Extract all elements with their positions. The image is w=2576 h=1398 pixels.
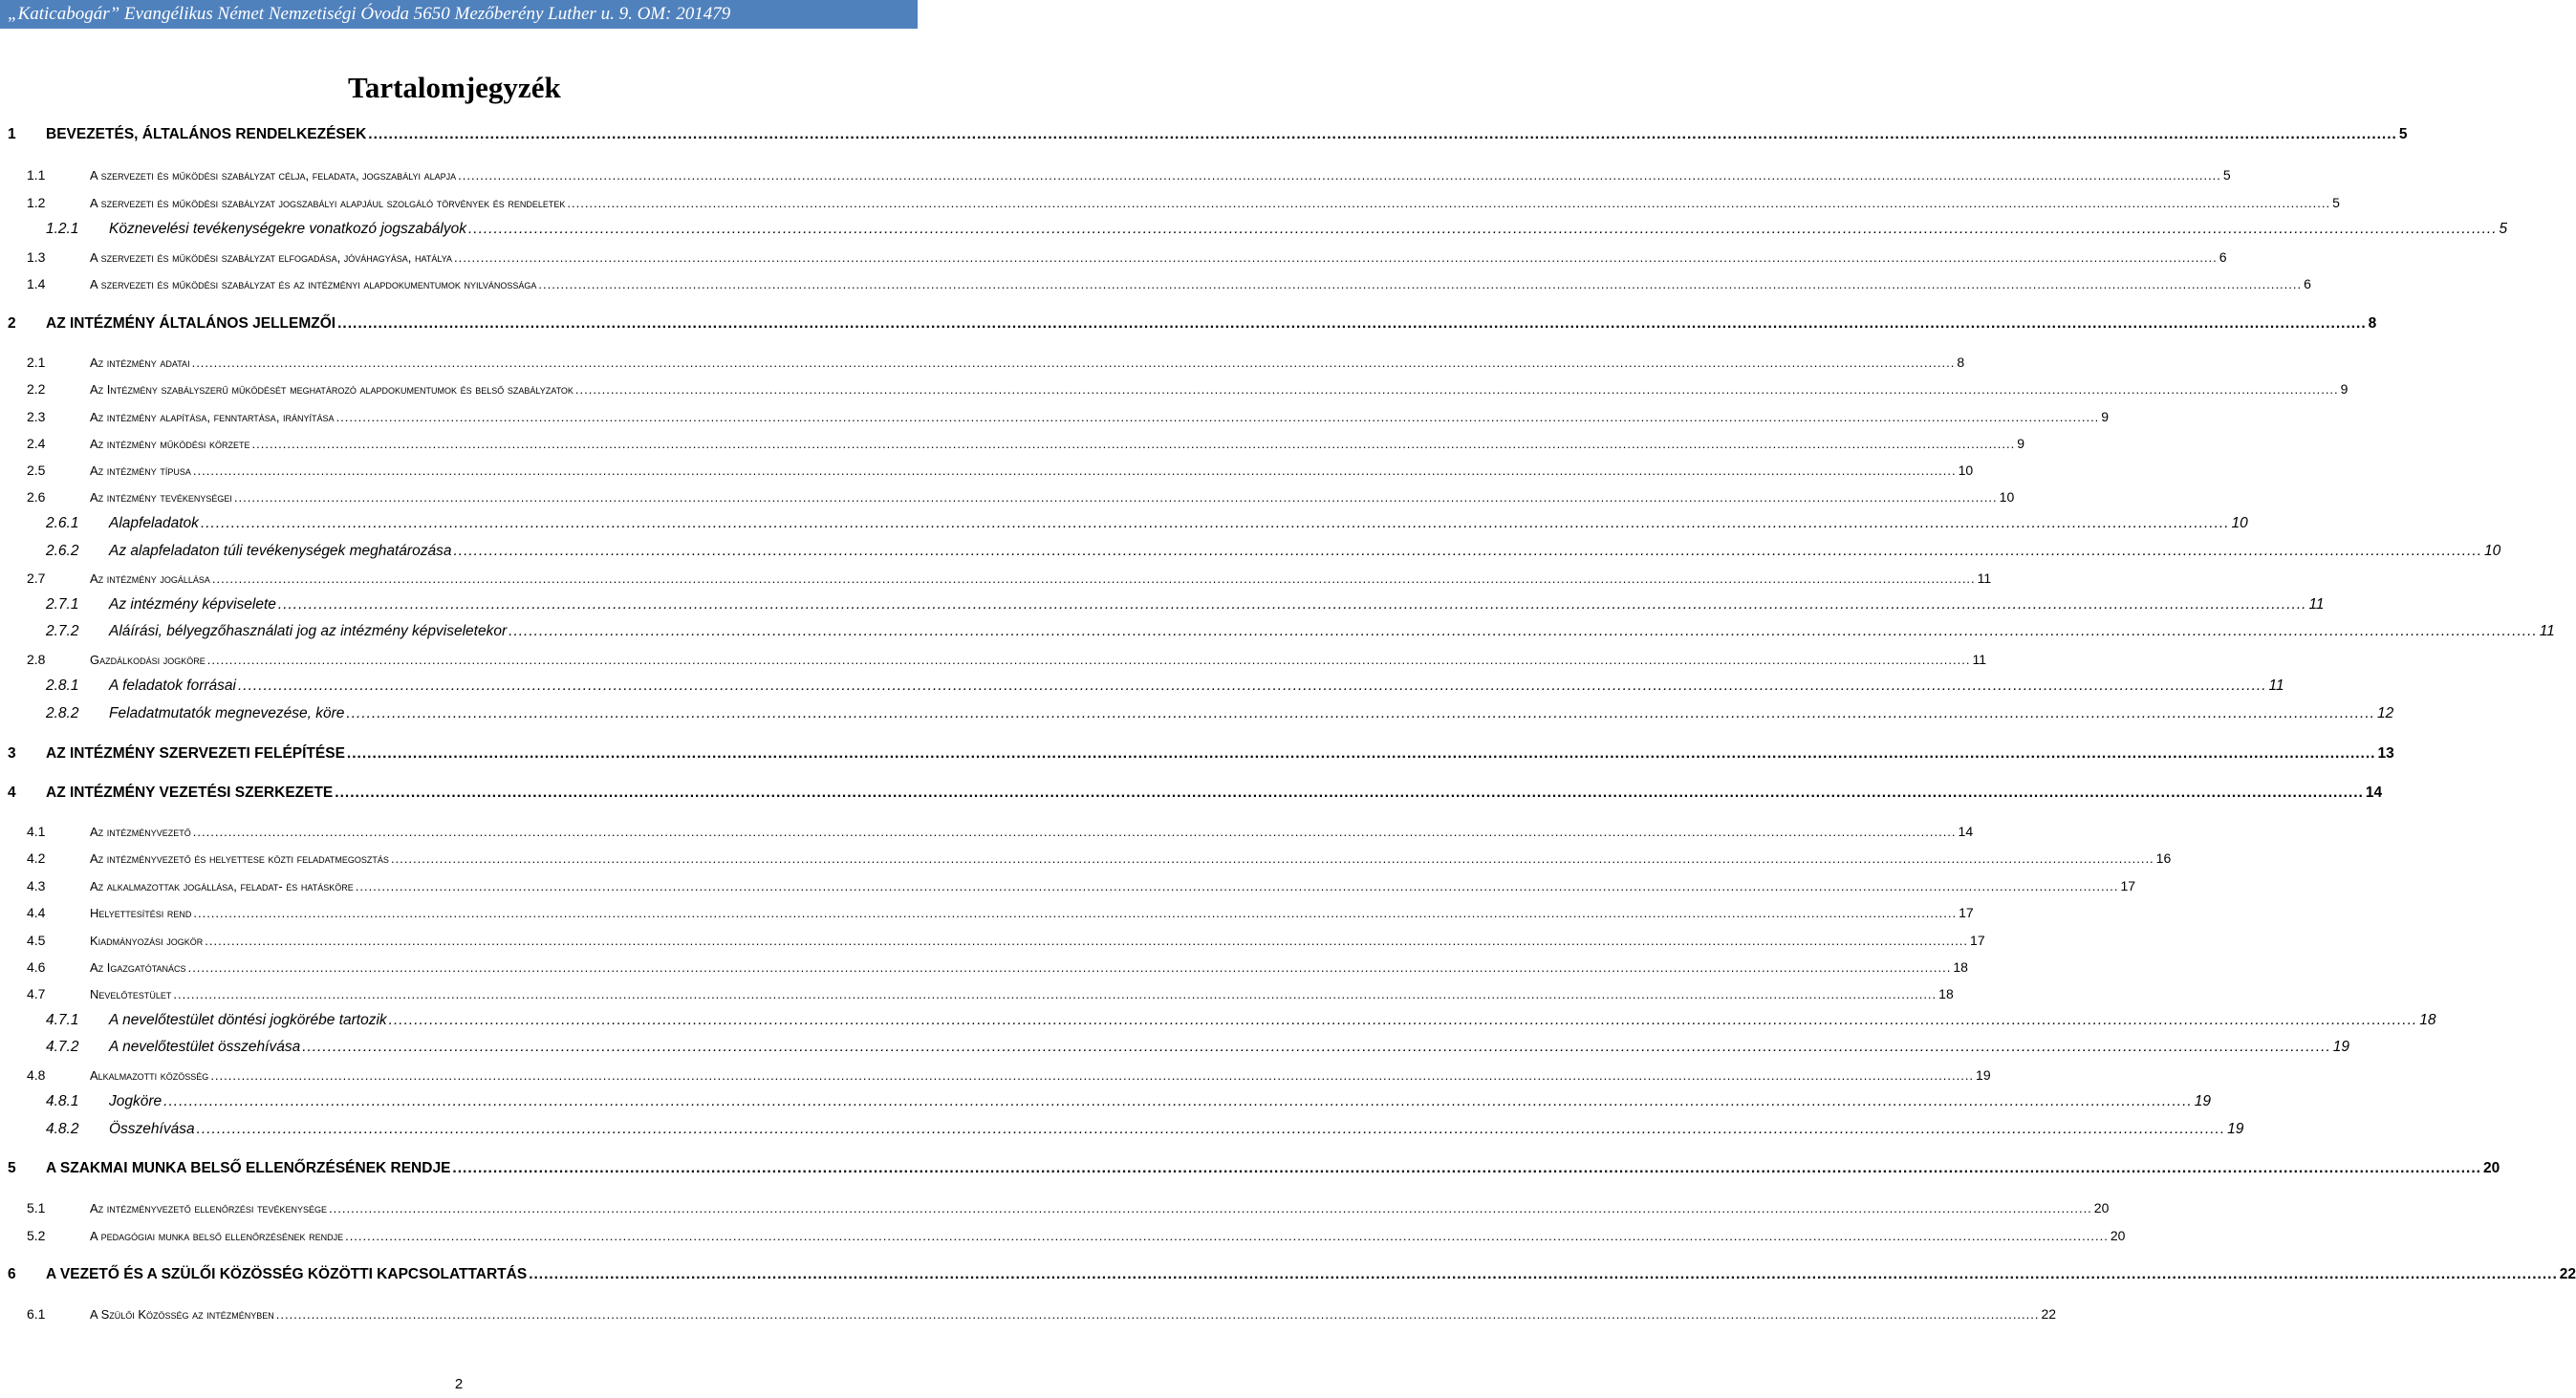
toc-entry-number: 2.8.1 (46, 677, 79, 694)
toc-entry-number: 1.2 (27, 195, 46, 210)
toc-entry-page: 5 (2332, 195, 2340, 210)
toc-entry-line (90, 647, 1987, 672)
toc-entry[interactable] (0, 245, 2227, 269)
toc-entry-number: 2.6.2 (46, 543, 79, 559)
toc-entry-number: 4.1 (27, 824, 46, 839)
toc-entry[interactable] (0, 1301, 2057, 1326)
toc-entry[interactable] (0, 900, 1974, 925)
toc-entry-number: 2.1 (27, 355, 46, 370)
toc-leader-dots: ................................................................................................................................................................................................................................................................................................................................................................................................................ (574, 381, 2339, 397)
toc-entry-number: 2.7 (27, 570, 46, 586)
toc-entry-number: 4.4 (27, 905, 46, 920)
toc-entry-title: Az intézmény működési körzete (90, 436, 250, 451)
toc-entry-title: Az alapfeladaton túli tevékenységek meghatározása (109, 543, 452, 559)
toc-entry-number: 4.7.1 (46, 1012, 79, 1028)
page-number: 2 (454, 1376, 464, 1392)
toc-entry[interactable] (0, 1156, 2500, 1181)
toc-leader-dots: ................................................................................................................................................................................................................................................................................................................................................................................................................ (454, 249, 2218, 265)
toc-entry-page: 9 (2017, 436, 2025, 451)
toc-leader-dots: ................................................................................................................................................................................................................................................................................................................................................................................................................ (275, 1306, 2040, 1322)
toc-entry-page: 5 (2499, 221, 2508, 237)
toc-leader-dots: ................................................................................................................................................................................................................................................................................................................................................................................................................ (205, 933, 1969, 948)
toc-leader-dots: ................................................................................................................................................................................................................................................................................................................................................................................................................ (192, 824, 1957, 839)
toc-entry-title: A feladatok forrásai (109, 677, 236, 694)
toc-leader-dots: ................................................................................................................................................................................................................................................................................................................................................................................................................ (237, 677, 2267, 694)
toc-entry-line (90, 1223, 2126, 1248)
toc-entry-title: Az Igazgatótanács (90, 959, 186, 975)
toc-title: Tartalomjegyzék (348, 71, 561, 104)
toc-entry-page: 10 (2231, 515, 2248, 531)
toc-entry-number: 2.8.2 (46, 705, 79, 721)
toc-entry-title: A szervezeti és működési szabályzat elfogadása, jóváhagyása, hatálya (90, 249, 453, 265)
toc-leader-dots: ................................................................................................................................................................................................................................................................................................................................................................................................................ (192, 462, 1957, 478)
toc-entry-line (90, 404, 2110, 429)
toc-entry[interactable] (0, 1035, 2349, 1060)
toc-entry-page: 10 (1999, 489, 2015, 505)
toc-entry-title: Kiadmányozási jogkör (90, 933, 204, 948)
toc-entry[interactable] (0, 955, 1968, 979)
toc-entry-title: Az intézményvezető (90, 824, 191, 839)
toc-entry-page: 19 (2194, 1093, 2211, 1109)
toc-entry[interactable] (0, 1262, 2576, 1287)
toc-entry[interactable] (0, 350, 1965, 375)
toc-entry-title: A szervezeti és működési szabályzat célja, feladata, jogszabályi alapja (90, 167, 457, 183)
toc-entry-page: 19 (1976, 1067, 1991, 1083)
toc-entry-title: Az alkalmazottak jogállása, feladat- és hatásköre (90, 878, 354, 893)
toc-entry-title: A nevelőtestület döntési jogkörébe tartozik (109, 1012, 387, 1028)
toc-entry-title: A nevelőtestület összehívása (109, 1039, 301, 1055)
toc-entry-page: 16 (2155, 850, 2172, 866)
toc-entry-page: 14 (1958, 824, 1974, 839)
toc-entry-page: 8 (2368, 315, 2377, 332)
toc-leader-dots: ................................................................................................................................................................................................................................................................................................................................................................................................................ (509, 623, 2538, 639)
toc-entry-number: 1 (8, 126, 16, 142)
toc-entry-line (90, 1301, 2057, 1326)
toc-entry-title: A pedagógiai munka belső ellenőrzésének rendje (90, 1228, 344, 1243)
toc-entry-title: Aláírási, bélyegzőhasználati jog az intézmény képviseletekor (109, 623, 508, 639)
toc-entry-title: Az Intézmény szabályszerű működését meghatározó alapdokumentumok és belső szabályzatok (90, 381, 574, 397)
toc-leader-dots: ................................................................................................................................................................................................................................................................................................................................................................................................................ (163, 1093, 2193, 1109)
toc-entry-page: 19 (2227, 1121, 2244, 1137)
toc-entry-number: 2.2 (27, 381, 46, 397)
toc-entry[interactable] (0, 619, 2555, 644)
toc-leader-dots: ................................................................................................................................................................................................................................................................................................................................................................................................................ (251, 436, 2016, 451)
toc-entry[interactable] (0, 592, 2325, 617)
toc-entry[interactable] (0, 846, 2172, 871)
toc-entry[interactable] (0, 539, 2501, 564)
toc-entry-page: 22 (2559, 1266, 2576, 1282)
toc-leader-dots: ................................................................................................................................................................................................................................................................................................................................................................................................................ (277, 596, 2307, 613)
toc-entry[interactable] (0, 511, 2248, 536)
toc-entry-line (90, 162, 2231, 187)
toc-entry-page: 17 (1959, 905, 1974, 920)
toc-entry-title: Feladatmutatók megnevezése, köre (109, 705, 345, 721)
toc-entry-page: 6 (2219, 249, 2227, 265)
toc-entry-page: 11 (2539, 623, 2555, 639)
toc-entry-number: 5 (8, 1160, 16, 1176)
toc-entry[interactable] (0, 981, 1954, 1006)
toc-entry-number: 1.2.1 (46, 221, 79, 237)
toc-entry[interactable] (0, 742, 2394, 766)
toc-entry-number: 6.1 (27, 1306, 46, 1322)
toc-entry-page: 9 (2101, 409, 2110, 424)
toc-entry-number: 5.2 (27, 1228, 46, 1243)
toc-entry-title: Az intézmény adatai (90, 355, 190, 370)
toc-entry-line (109, 1117, 2244, 1142)
toc-entry-line (46, 312, 2377, 336)
toc-entry-line (90, 431, 2025, 456)
toc-entry[interactable] (0, 1008, 2436, 1033)
toc-entry-line (109, 1008, 2436, 1033)
toc-entry[interactable] (0, 873, 2136, 898)
toc-entry-number: 4.3 (27, 878, 46, 893)
toc-entry-line (109, 619, 2555, 644)
toc-leader-dots: ................................................................................................................................................................................................................................................................................................................................................................................................................ (329, 1200, 2092, 1215)
toc-entry-page: 19 (2332, 1039, 2349, 1055)
toc-entry-page: 17 (1970, 933, 1985, 948)
toc-entry-title: A SZAKMAI MUNKA BELSŐ ELLENŐRZÉSÉNEK RENDJE (46, 1160, 451, 1176)
toc-entry-title: BEVEZETÉS, ÁLTALÁNOS RENDELKEZÉSEK (46, 126, 367, 142)
toc-entry-title: AZ INTÉZMÉNY SZERVEZETI FELÉPÍTÉSE (46, 745, 345, 762)
toc-entry-title: Alkalmazotti közösség (90, 1067, 209, 1083)
toc-entry-title: Gazdálkodási jogköre (90, 652, 206, 667)
toc-leader-dots: ................................................................................................................................................................................................................................................................................................................................................................................................................ (191, 355, 1956, 370)
toc-entry[interactable] (0, 190, 2340, 215)
toc-entry[interactable] (0, 674, 2284, 699)
toc-entry-number: 4.5 (27, 933, 46, 948)
toc-entry-number: 4.8.1 (46, 1093, 79, 1109)
toc-entry-page: 11 (1977, 570, 1992, 586)
toc-entry[interactable] (0, 928, 1985, 953)
toc-leader-dots: ................................................................................................................................................................................................................................................................................................................................................................................................................ (355, 878, 2119, 893)
toc-leader-dots: ................................................................................................................................................................................................................................................................................................................................................................................................................ (368, 126, 2397, 142)
toc-leader-dots: ................................................................................................................................................................................................................................................................................................................................................................................................................ (193, 905, 1958, 920)
toc-leader-dots: ................................................................................................................................................................................................................................................................................................................................................................................................................ (196, 1121, 2226, 1137)
toc-entry-page: 5 (2222, 167, 2231, 183)
toc-entry-title: Nevelőtestület (90, 986, 172, 1001)
toc-leader-dots: ................................................................................................................................................................................................................................................................................................................................................................................................................ (467, 221, 2498, 237)
toc-entry-number: 4 (8, 785, 16, 801)
toc-entry-line (109, 674, 2284, 699)
toc-entry[interactable] (0, 781, 2383, 806)
toc-entry-page: 20 (2110, 1228, 2126, 1243)
toc-entry-page: 11 (2308, 596, 2325, 613)
toc-entry-number: 2.7.2 (46, 623, 79, 639)
toc-entry-title: Jogköre (109, 1093, 162, 1109)
toc-entry-line (46, 122, 2408, 147)
toc-entry-line (90, 458, 1974, 483)
toc-entry-number: 4.7.2 (46, 1039, 79, 1055)
toc-entry[interactable] (0, 122, 2408, 147)
toc-entry[interactable] (0, 484, 2015, 509)
toc-entry-title: Az intézmény típusa (90, 462, 191, 478)
toc-entry-number: 4.7 (27, 986, 46, 1001)
toc-entry-number: 1.4 (27, 276, 46, 291)
toc-entry-page: 20 (2093, 1200, 2110, 1215)
toc-leader-dots: ................................................................................................................................................................................................................................................................................................................................................................................................................ (538, 276, 2303, 291)
toc-entry[interactable] (0, 1117, 2244, 1142)
toc-entry-title: AZ INTÉZMÉNY ÁLTALÁNOS JELLEMZŐI (46, 315, 336, 332)
toc-entry-page: 13 (2377, 745, 2394, 762)
toc-leader-dots: ................................................................................................................................................................................................................................................................................................................................................................................................................ (567, 195, 2331, 210)
toc-entry[interactable] (0, 162, 2231, 187)
toc-entry-page: 10 (1958, 462, 1974, 478)
toc-entry-title: Helyettesítési rend (90, 905, 192, 920)
toc-entry-page: 18 (1938, 986, 1954, 1001)
toc-leader-dots: ................................................................................................................................................................................................................................................................................................................................................................................................................ (346, 745, 2376, 762)
toc-entry[interactable] (0, 458, 1974, 483)
toc-entry-line (90, 245, 2227, 269)
toc-entry-title: A szervezeti és működési szabályzat és az intézményi alapdokumentumok nyilvánossága (90, 276, 537, 291)
toc-leader-dots: ................................................................................................................................................................................................................................................................................................................................................................................................................ (458, 167, 2221, 183)
toc-leader-dots: ................................................................................................................................................................................................................................................................................................................................................................................................................ (302, 1039, 2331, 1055)
toc-entry-line (90, 190, 2340, 215)
toc-entry-number: 2.3 (27, 409, 46, 424)
toc-entry-line (109, 511, 2248, 536)
toc-entry-page: 11 (2268, 677, 2284, 694)
toc-entry-number: 4.2 (27, 850, 46, 866)
toc-entry-line (90, 981, 1954, 1006)
toc-entry-title: A Szülői Közösség az intézményben (90, 1306, 274, 1322)
toc-entry-line (90, 819, 1974, 844)
toc-entry[interactable] (0, 404, 2110, 429)
toc-entry-title: Az intézmény jogállása (90, 570, 210, 586)
toc-entry-line (90, 928, 1985, 953)
toc-entry[interactable] (0, 312, 2377, 336)
toc-entry-number: 1.1 (27, 167, 46, 183)
toc-leader-dots: ................................................................................................................................................................................................................................................................................................................................................................................................................ (200, 515, 2230, 531)
toc-entry[interactable] (0, 376, 2349, 401)
toc-entry-page: 17 (2120, 878, 2136, 893)
toc-entry-title: AZ INTÉZMÉNY VEZETÉSI SZERKEZETE (46, 785, 334, 801)
toc-entry-number: 1.3 (27, 249, 46, 265)
toc-entry[interactable] (0, 431, 2025, 456)
toc-leader-dots: ................................................................................................................................................................................................................................................................................................................................................................................................................ (336, 409, 2100, 424)
toc-entry-number: 3 (8, 745, 16, 762)
toc-entry-number: 2.6.1 (46, 515, 79, 531)
toc-entry-page: 6 (2304, 276, 2311, 291)
toc-entry-title: Az intézményvezető ellenőrzési tevékenysége (90, 1200, 328, 1215)
toc-entry-page: 5 (2398, 126, 2408, 142)
toc-leader-dots: ................................................................................................................................................................................................................................................................................................................................................................................................................ (211, 570, 1976, 586)
toc-entry-page: 10 (2484, 543, 2501, 559)
toc-entry-number: 4.8 (27, 1067, 46, 1083)
toc-leader-dots: ................................................................................................................................................................................................................................................................................................................................................................................................................ (346, 705, 2375, 721)
toc-entry-page: 8 (1957, 355, 1965, 370)
toc-entry-title: A szervezeti és működési szabályzat jogszabályi alapjául szolgáló törvények és rendeletek (90, 195, 566, 210)
toc-entry-page: 18 (1953, 959, 1968, 975)
toc-entry-line (46, 742, 2394, 766)
toc-entry[interactable] (0, 701, 2394, 726)
toc-entry-number: 2.4 (27, 436, 46, 451)
toc-entry-line (109, 1089, 2211, 1114)
toc-entry-line (90, 271, 2311, 296)
toc-entry-line (90, 900, 1974, 925)
toc-entry-line (90, 376, 2349, 401)
toc-entry[interactable] (0, 1089, 2211, 1114)
toc-entry-title: Az intézményvezető és helyettese közti feladatmegosztás (90, 850, 389, 866)
toc-entry-page: 14 (2365, 785, 2383, 801)
toc-entry[interactable] (0, 1223, 2126, 1248)
toc-entry-title: Összehívása (109, 1121, 195, 1137)
toc-entry-line (109, 539, 2501, 564)
toc-entry-line (109, 217, 2508, 242)
toc-entry-number: 4.8.2 (46, 1121, 79, 1137)
toc-leader-dots: ................................................................................................................................................................................................................................................................................................................................................................................................................ (529, 1266, 2558, 1282)
toc-entry-number: 2 (8, 315, 16, 332)
toc-entry-line (46, 1156, 2500, 1181)
toc-entry-page: 9 (2340, 381, 2349, 397)
toc-entry-line (90, 873, 2136, 898)
toc-entry-number: 5.1 (27, 1200, 46, 1215)
toc-entry[interactable] (0, 647, 1987, 672)
toc-entry-title: A VEZETŐ ÉS A SZÜLŐI KÖZÖSSÉG KÖZÖTTI KAPCSOLATTARTÁS (46, 1266, 528, 1282)
toc-entry-page: 12 (2376, 705, 2394, 721)
toc-entry-line (46, 781, 2383, 806)
toc-leader-dots: ................................................................................................................................................................................................................................................................................................................................................................................................................ (233, 489, 1998, 505)
toc-entry-page: 22 (2041, 1306, 2057, 1322)
toc-entry-number: 2.7.1 (46, 596, 79, 613)
toc-leader-dots: ................................................................................................................................................................................................................................................................................................................................................................................................................ (345, 1228, 2109, 1243)
toc-entry-page: 11 (1972, 652, 1987, 667)
toc-entry-number: 2.8 (27, 652, 46, 667)
toc-entry-line (109, 701, 2394, 726)
toc-entry-line (90, 484, 2015, 509)
toc-entry-title: Az intézmény képviselete (109, 596, 276, 613)
toc-entry-number: 2.5 (27, 462, 46, 478)
toc-leader-dots: ................................................................................................................................................................................................................................................................................................................................................................................................................ (173, 986, 1937, 1001)
toc-leader-dots: ................................................................................................................................................................................................................................................................................................................................................................................................................ (206, 652, 1971, 667)
toc-entry-number: 6 (8, 1266, 16, 1282)
toc-leader-dots: ................................................................................................................................................................................................................................................................................................................................................................................................................ (337, 315, 2367, 332)
toc-entry-title: Köznevelési tevékenységekre vonatkozó jogszabályok (109, 221, 466, 237)
toc-entry-title: Alapfeladatok (109, 515, 199, 531)
toc-entry-line (90, 955, 1968, 979)
toc-entry-number: 2.6 (27, 489, 46, 505)
toc-leader-dots: ................................................................................................................................................................................................................................................................................................................................................................................................................ (335, 785, 2364, 801)
toc-entry-page: 20 (2482, 1160, 2500, 1176)
toc-entry-title: Az intézmény tevékenységei (90, 489, 232, 505)
toc-entry-page: 18 (2419, 1012, 2436, 1028)
toc-entry-line (90, 1063, 1991, 1087)
toc-leader-dots: ................................................................................................................................................................................................................................................................................................................................................................................................................ (210, 1067, 1975, 1083)
toc-entry-line (90, 846, 2172, 871)
toc-entry[interactable] (0, 217, 2508, 242)
toc-entry[interactable] (0, 819, 1974, 844)
toc-entry-number: 4.6 (27, 959, 46, 975)
toc-leader-dots: ................................................................................................................................................................................................................................................................................................................................................................................................................ (452, 1160, 2481, 1176)
toc-entry-line (90, 566, 1992, 591)
toc-entry[interactable] (0, 271, 2311, 296)
toc-leader-dots: ................................................................................................................................................................................................................................................................................................................................................................................................................ (187, 959, 1952, 975)
toc-entry-title: Az intézmény alapítása, fenntartása, irányítása (90, 409, 335, 424)
toc-entry-line (90, 1195, 2110, 1220)
toc-entry-line (109, 592, 2325, 617)
toc-entry-line (109, 1035, 2349, 1060)
toc-leader-dots: ................................................................................................................................................................................................................................................................................................................................................................................................................ (453, 543, 2483, 559)
toc-leader-dots: ................................................................................................................................................................................................................................................................................................................................................................................................................ (388, 1012, 2418, 1028)
toc-entry-line (46, 1262, 2576, 1287)
toc-entry[interactable] (0, 1195, 2110, 1220)
toc-entry[interactable] (0, 1063, 1991, 1087)
toc-leader-dots: ................................................................................................................................................................................................................................................................................................................................................................................................................ (390, 850, 2154, 866)
toc-entry[interactable] (0, 566, 1992, 591)
header-text: „Katicabogár” Evangélikus Német Nemzetiségi Óvoda 5650 Mezőberény Luther u. 9. OM: 201479 (8, 4, 731, 24)
toc-entry-line (90, 350, 1965, 375)
